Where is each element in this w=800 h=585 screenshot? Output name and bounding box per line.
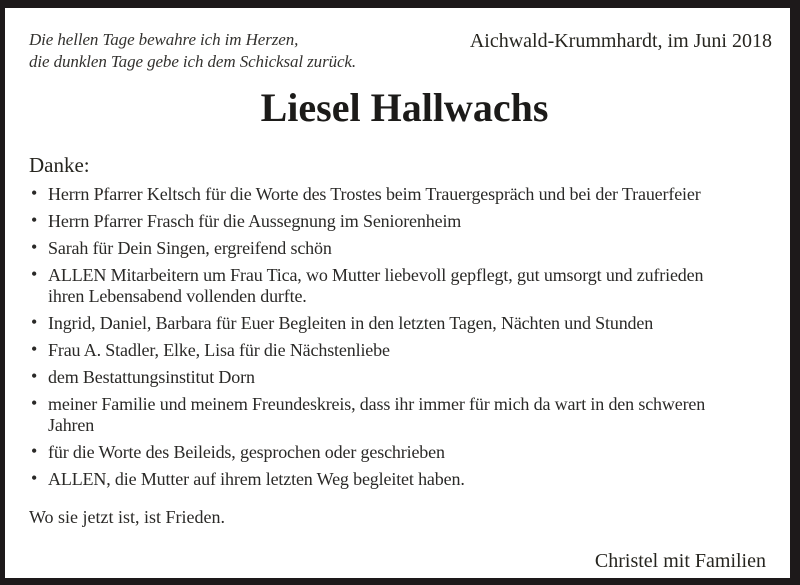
deceased-name: Liesel Hallwachs [260, 85, 549, 130]
thanks-item-text: ALLEN Mitarbeitern um Frau Tica, wo Mutter liebevoll gepflegt, gut umsorgt und zufrieden ihren Lebensabend vollenden durfte. [48, 265, 704, 306]
thanks-item [29, 184, 780, 205]
thanks-item-text: Sarah für Dein Singen, ergreifend schön [48, 238, 332, 258]
notice-header [29, 29, 780, 73]
thanks-item-text: meiner Familie und meinem Freundeskreis, dass ihr immer für mich da wart in den schweren Jahren [48, 394, 706, 435]
obituary-notice [5, 8, 790, 578]
thanks-item [29, 367, 780, 388]
thanks-item [29, 238, 780, 259]
epigraph-line-2: die dunklen Tage gebe ich dem Schicksal zurück. [29, 52, 357, 71]
thanks-item-text: Ingrid, Daniel, Barbara für Euer Begleiten in den letzten Tagen, Nächten und Stunden [48, 313, 654, 333]
signature: Christel mit Familien [594, 550, 766, 572]
bullet-marker: • [31, 441, 38, 461]
thanks-heading: Danke: [29, 153, 90, 177]
bullet-marker: • [31, 237, 38, 257]
thanks-item [29, 265, 724, 307]
epigraph-line-1: Die hellen Tage bewahre ich im Herzen, [29, 30, 299, 49]
thanks-item [29, 313, 780, 334]
thanks-item [29, 469, 780, 490]
epigraph [29, 29, 356, 73]
bullet-marker: • [31, 312, 38, 332]
bullet-marker: • [31, 468, 38, 488]
thanks-item-text: dem Bestattungsinstitut Dorn [48, 367, 255, 387]
thanks-item-text: Frau A. Stadler, Elke, Lisa für die Nächstenliebe [48, 340, 390, 360]
dateline: Aichwald-Krummhardt, im Juni 2018 [469, 30, 772, 52]
bullet-marker: • [31, 183, 38, 203]
thanks-item-text: ALLEN, die Mutter auf ihrem letzten Weg begleitet haben. [48, 469, 465, 489]
bullet-marker: • [31, 264, 38, 284]
thanks-item-text: Herrn Pfarrer Keltsch für die Worte des Trostes beim Trauergespräch und bei der Trauerfeier [48, 184, 701, 204]
thanks-item [29, 442, 780, 463]
bullet-marker: • [31, 393, 38, 413]
bullet-marker: • [31, 366, 38, 386]
thanks-list [29, 184, 780, 490]
notice-content [5, 8, 790, 573]
thanks-item-text: Herrn Pfarrer Frasch für die Aussegnung im Seniorenheim [48, 211, 462, 231]
thanks-item [29, 394, 724, 436]
bullet-marker: • [31, 210, 38, 230]
bullet-marker: • [31, 339, 38, 359]
closing-line: Wo sie jetzt ist, ist Frieden. [29, 507, 226, 527]
thanks-item [29, 340, 780, 361]
thanks-item [29, 211, 780, 232]
thanks-item-text: für die Worte des Beileids, gesprochen oder geschrieben [48, 442, 445, 462]
